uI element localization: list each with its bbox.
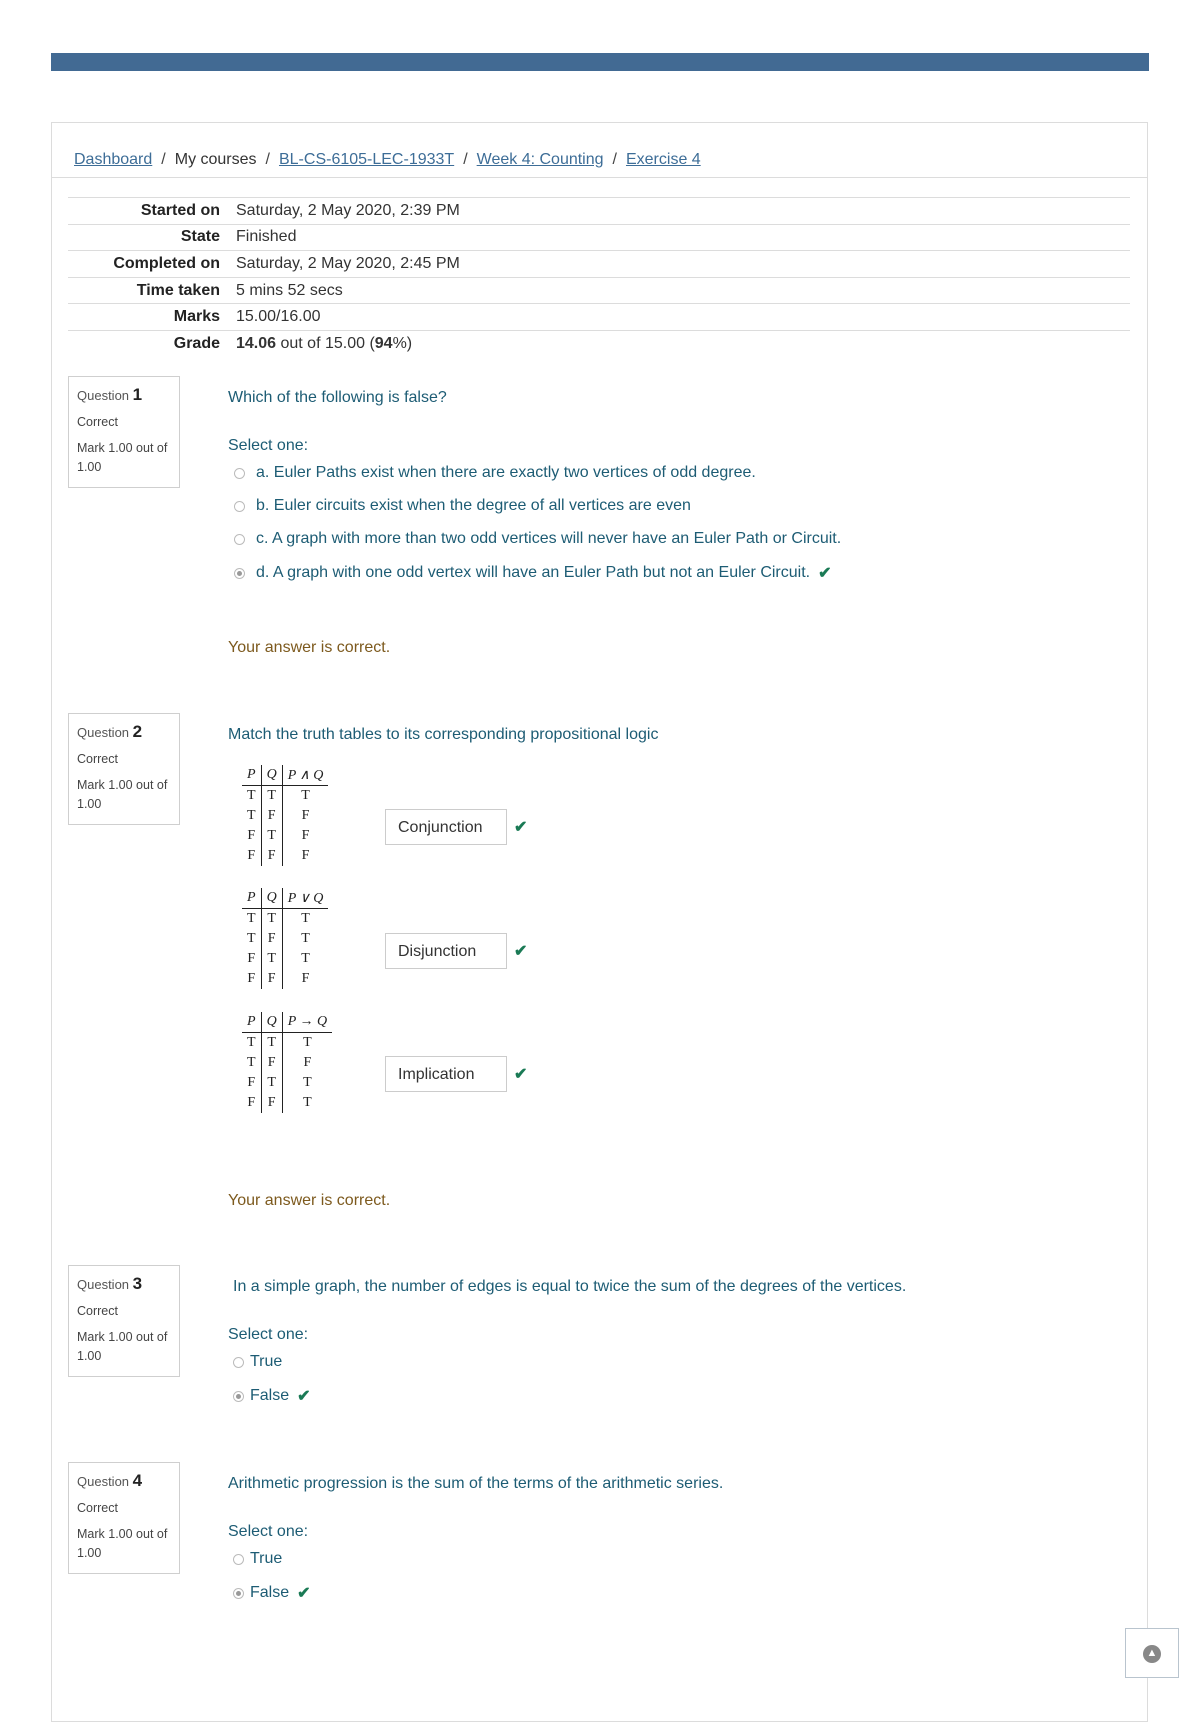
question-number-value: 3: [132, 1274, 143, 1293]
feedback-text: Your answer is correct.: [228, 1192, 391, 1209]
header-p: P: [242, 888, 261, 909]
cell: F: [261, 1053, 282, 1073]
breadcrumb-exercise[interactable]: Exercise 4: [625, 151, 701, 168]
cell: T: [301, 788, 310, 803]
grade-percent-sign: %): [392, 335, 413, 353]
radio-button[interactable]: [234, 468, 245, 479]
grade-score: 14.06: [236, 335, 277, 353]
question-label: Question: [77, 388, 130, 403]
marks-label: Marks: [173, 308, 220, 326]
breadcrumb-week[interactable]: Week 4: Counting: [476, 151, 604, 168]
cell: F: [261, 1093, 282, 1113]
grade-value: [236, 330, 1130, 357]
breadcrumb-separator: /: [463, 151, 468, 168]
scroll-to-top-button[interactable]: [1125, 1628, 1179, 1678]
cell: T: [261, 949, 282, 969]
question-info-1: [68, 376, 180, 488]
question-mark: Mark 1.00 out of 1.00: [77, 1527, 168, 1560]
option-label: c. A graph with more than two odd vertices will never have an Euler Path or Circuit.: [256, 530, 842, 547]
option-label: b. Euler circuits exist when the degree of all vertices are even: [256, 497, 691, 514]
question-label: Question: [77, 725, 130, 740]
summary-row-grade: [68, 330, 1130, 357]
answer-option-c[interactable]: [234, 530, 841, 548]
question-mark: Mark 1.00 out of 1.00: [77, 441, 168, 474]
cell: F: [242, 1093, 261, 1113]
attempt-summary: [68, 197, 1130, 357]
answer-option-true[interactable]: [233, 1550, 282, 1568]
radio-button[interactable]: [234, 534, 245, 545]
quiz-review-page: [51, 122, 1148, 1722]
grade-percent: 94: [374, 335, 393, 353]
header-q: Q: [261, 888, 282, 909]
check-icon: ✔: [297, 1388, 311, 1405]
breadcrumb-my-courses: My courses: [174, 151, 257, 168]
breadcrumb: [74, 151, 701, 169]
question-state: Correct: [77, 1304, 118, 1318]
option-label: False: [250, 1387, 290, 1404]
divider: [52, 177, 1147, 178]
cell: F: [261, 806, 282, 826]
match-select-implication[interactable]: Implication: [385, 1056, 507, 1092]
check-icon: ✔: [818, 565, 832, 582]
cell: F: [261, 969, 282, 989]
cell: F: [242, 949, 261, 969]
truth-table-implication: [242, 1012, 332, 1113]
header-op: P → Q: [282, 1012, 332, 1033]
feedback-text: Your answer is correct.: [228, 639, 391, 656]
radio-button-selected[interactable]: [233, 1588, 244, 1599]
summary-row-completed: [68, 251, 1130, 278]
question-number-value: 2: [132, 722, 143, 741]
question-text: Match the truth tables to its corresponding propositional logic: [228, 726, 659, 743]
cell: F: [301, 828, 310, 843]
question-state: Correct: [77, 415, 118, 429]
grade-out-of: out of 15.00 (: [276, 335, 375, 353]
cell: F: [242, 826, 261, 846]
breadcrumb-separator: /: [612, 151, 617, 168]
question-label: Question: [77, 1474, 130, 1489]
question-info-3: [68, 1265, 180, 1377]
cell: F: [242, 1073, 261, 1093]
radio-button[interactable]: [234, 501, 245, 512]
summary-row-time: [68, 277, 1130, 304]
marks-value: 15.00/16.00: [236, 308, 321, 326]
question-body-3: [228, 1278, 1128, 1428]
summary-row-started: [68, 198, 1130, 225]
summary-row-state: [68, 224, 1130, 251]
check-icon: ✔: [514, 819, 528, 836]
header-bar: [51, 53, 1149, 71]
check-icon: ✔: [514, 1066, 528, 1083]
cell: T: [242, 786, 261, 807]
completed-on-value: Saturday, 2 May 2020, 2:45 PM: [236, 254, 460, 272]
started-on-value: Saturday, 2 May 2020, 2:39 PM: [236, 201, 460, 219]
cell: F: [261, 846, 282, 866]
state-value: Finished: [236, 228, 297, 246]
cell: T: [261, 786, 282, 807]
cell: T: [261, 1073, 282, 1093]
cell: T: [261, 826, 282, 846]
cell: T: [301, 951, 310, 966]
breadcrumb-separator: /: [265, 151, 270, 168]
answer-option-d[interactable]: [234, 563, 832, 583]
grade-label: Grade: [173, 335, 220, 353]
time-taken-label: Time taken: [136, 281, 220, 299]
answer-option-false[interactable]: [233, 1583, 311, 1603]
cell: T: [242, 1033, 261, 1054]
question-label: Question: [77, 1277, 130, 1292]
question-number: [77, 722, 171, 742]
radio-button-selected[interactable]: [234, 568, 245, 579]
question-info-4: [68, 1462, 180, 1574]
header-op: P ∧ Q: [282, 765, 328, 786]
started-on-label: Started on: [140, 201, 220, 219]
summary-row-marks: [68, 304, 1130, 331]
option-label: a. Euler Paths exist when there are exactly two vertices of odd degree.: [256, 464, 756, 481]
question-text: Which of the following is false?: [228, 389, 447, 406]
question-body-2: [228, 726, 1128, 1246]
header-p: P: [242, 1012, 261, 1033]
cell: T: [242, 806, 261, 826]
question-number: [77, 1471, 171, 1491]
cell: F: [301, 808, 310, 823]
question-body-1: [228, 389, 1128, 689]
select-one-label: Select one:: [228, 1523, 309, 1540]
radio-button-selected[interactable]: [233, 1391, 244, 1402]
truth-table-disjunction: [242, 888, 328, 989]
question-mark: Mark 1.00 out of 1.00: [77, 778, 168, 811]
header-op: P ∨ Q: [282, 888, 328, 909]
radio-button[interactable]: [233, 1357, 244, 1368]
question-number: [77, 385, 171, 405]
select-one-label: Select one:: [228, 437, 309, 454]
question-text: In a simple graph, the number of edges is equal to twice the sum of the degrees of the vertices.: [233, 1278, 907, 1295]
header-p: P: [242, 765, 261, 786]
breadcrumb-course[interactable]: BL-CS-6105-LEC-1933T: [278, 151, 455, 168]
check-icon: ✔: [297, 1585, 311, 1602]
cell: F: [301, 971, 310, 986]
cell: T: [261, 1033, 282, 1054]
state-label: State: [180, 228, 220, 246]
header-q: Q: [261, 1012, 282, 1033]
breadcrumb-separator: /: [161, 151, 166, 168]
cell: T: [303, 1095, 312, 1110]
answer-option-b[interactable]: [234, 497, 691, 515]
cell: T: [242, 909, 261, 930]
question-info-2: [68, 713, 180, 825]
option-label: False: [250, 1584, 290, 1601]
answer-option-false[interactable]: [233, 1386, 311, 1406]
question-number-value: 1: [132, 385, 143, 404]
truth-table-conjunction: [242, 765, 328, 866]
question-number: [77, 1274, 171, 1294]
question-state: Correct: [77, 1501, 118, 1515]
cell: F: [261, 929, 282, 949]
cell: T: [301, 911, 310, 926]
arrow-up-circle-icon: ▲: [1143, 1645, 1161, 1663]
cell: F: [242, 846, 261, 866]
cell: T: [261, 909, 282, 930]
breadcrumb-dashboard[interactable]: Dashboard: [74, 151, 153, 168]
option-label: True: [250, 1353, 283, 1370]
question-state: Correct: [77, 752, 118, 766]
answer-option-a[interactable]: [234, 464, 756, 482]
completed-on-label: Completed on: [113, 254, 220, 272]
question-body-4: [228, 1475, 1128, 1625]
cell: T: [303, 1075, 312, 1090]
question-number-value: 4: [132, 1471, 143, 1490]
cell: T: [242, 929, 261, 949]
cell: T: [242, 1053, 261, 1073]
answer-option-true[interactable]: [233, 1353, 282, 1371]
option-label: True: [250, 1550, 283, 1567]
match-select-conjunction[interactable]: Conjunction: [385, 809, 507, 845]
select-one-label: Select one:: [228, 1326, 309, 1343]
check-icon: ✔: [514, 943, 528, 960]
header-q: Q: [261, 765, 282, 786]
question-mark: Mark 1.00 out of 1.00: [77, 1330, 168, 1363]
cell: F: [242, 969, 261, 989]
option-label: d. A graph with one odd vertex will have an Euler Path but not an Euler Circuit.: [256, 564, 811, 581]
match-select-disjunction[interactable]: Disjunction: [385, 933, 507, 969]
radio-button[interactable]: [233, 1554, 244, 1565]
cell: F: [301, 848, 310, 863]
cell: T: [303, 1035, 312, 1050]
question-text: Arithmetic progression is the sum of the terms of the arithmetic series.: [228, 1475, 724, 1492]
cell: T: [301, 931, 310, 946]
time-taken-value: 5 mins 52 secs: [236, 281, 343, 299]
cell: F: [303, 1055, 312, 1070]
